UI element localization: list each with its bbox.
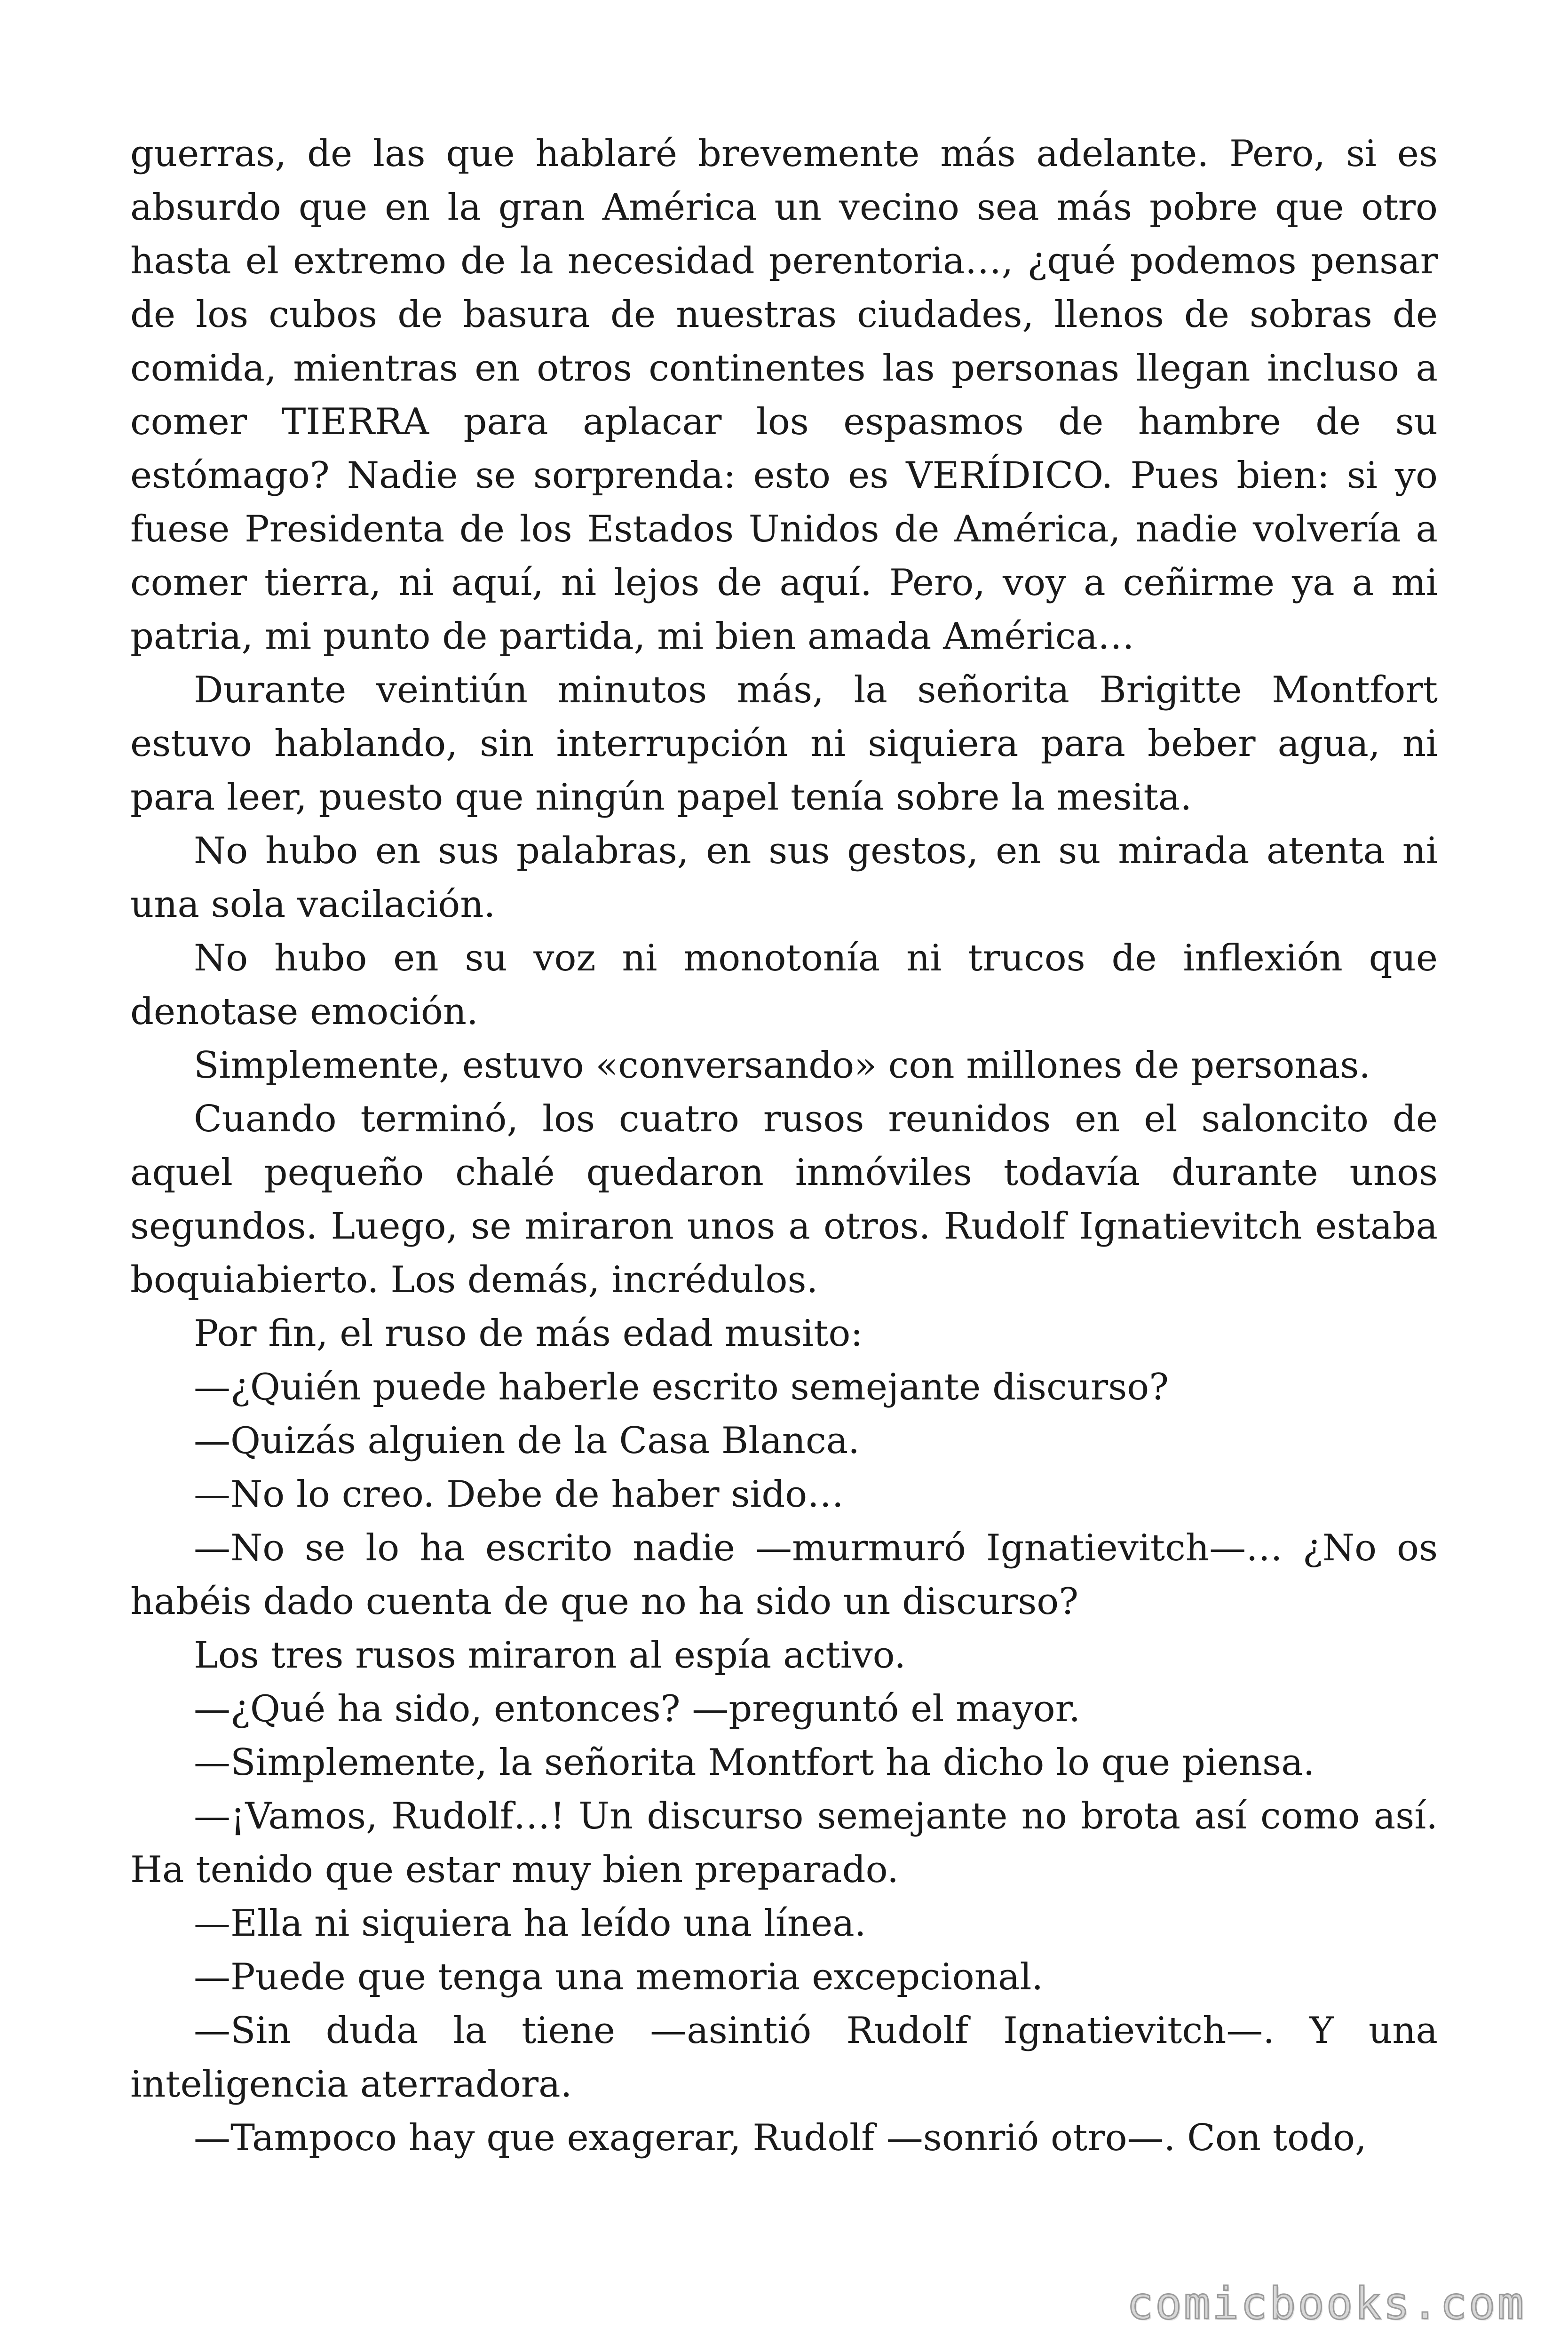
paragraph: No hubo en sus palabras, en sus gestos, en su mirada atenta ni una sola vacilación. [130, 830, 1438, 926]
paragraph: No hubo en su voz ni monotonía ni trucos de inflexión que denotase emoción. [130, 937, 1438, 1033]
dialogue-line: —¡Vamos, Rudolf…! Un discurso semejante no brota así como así. Ha tenido que estar muy bien preparado. [130, 1795, 1438, 1891]
dialogue-line: —Sin duda la tiene —asintió Rudolf Ignatievitch—. Y una inteligencia aterradora. [130, 2010, 1438, 2106]
watermark: comicbooks.com [1126, 2278, 1526, 2329]
paragraph: Simplemente, estuvo «conversando» con millones de personas. [194, 1044, 1371, 1087]
dialogue-line: —Simplemente, la señorita Montfort ha dicho lo que piensa. [194, 1741, 1315, 1784]
dialogue-line: —Quizás alguien de la Casa Blanca. [194, 1420, 860, 1462]
dialogue-line: —¿Quién puede haberle escrito semejante discurso? [194, 1366, 1169, 1408]
body-text [130, 127, 1438, 2165]
paragraph: Los tres rusos miraron al espía activo. [194, 1634, 906, 1677]
dialogue-line: —Tampoco hay que exagerar, Rudolf —sonrió otro—. Con todo, [194, 2117, 1367, 2159]
paragraph-continuation: guerras, de las que hablaré brevemente más adelante. Pero, si es absurdo que en la gran América un vecino sea más pobre que otro hasta el extremo de la necesidad perentoria…, ¿qué podemos pensar de los cubos de basura de nuestras ciudades, llenos de sobras de comida, mientras en otros continentes las personas llegan incluso a comer TIERRA para aplacar los espasmos de hambre de su estómago? Nadie se sorprenda: esto es VERÍDICO. Pues bien: si yo fuese Presidenta de los Estados Unidos de América, nadie volvería a comer tierra, ni aquí, ni lejos de aquí. Pero, voy a ceñirme ya a mi patria, mi punto de partida, mi bien amada América… [130, 133, 1438, 658]
paragraph: Cuando terminó, los cuatro rusos reunidos en el saloncito de aquel pequeño chalé quedaron inmóviles todavía durante unos segundos. Luego, se miraron unos a otros. Rudolf Ignatievitch estaba boquiabierto. Los demás, incrédulos. [130, 1098, 1438, 1301]
dialogue-line: —No se lo ha escrito nadie —murmuró Ignatievitch—… ¿No os habéis dado cuenta de que no ha sido un discurso? [130, 1527, 1438, 1623]
dialogue-line: —¿Qué ha sido, entonces? —preguntó el mayor. [194, 1688, 1081, 1730]
paragraph: Durante veintiún minutos más, la señorita Brigitte Montfort estuvo hablando, sin interrupción ni siquiera para beber agua, ni para leer, puesto que ningún papel tenía sobre la mesita. [130, 669, 1438, 818]
dialogue-line: —No lo creo. Debe de haber sido… [194, 1473, 844, 1516]
paragraph: Por fin, el ruso de más edad musito: [194, 1312, 863, 1355]
dialogue-line: —Puede que tenga una memoria excepcional. [194, 1956, 1044, 1998]
dialogue-line: —Ella ni siquiera ha leído una línea. [194, 1902, 866, 1945]
